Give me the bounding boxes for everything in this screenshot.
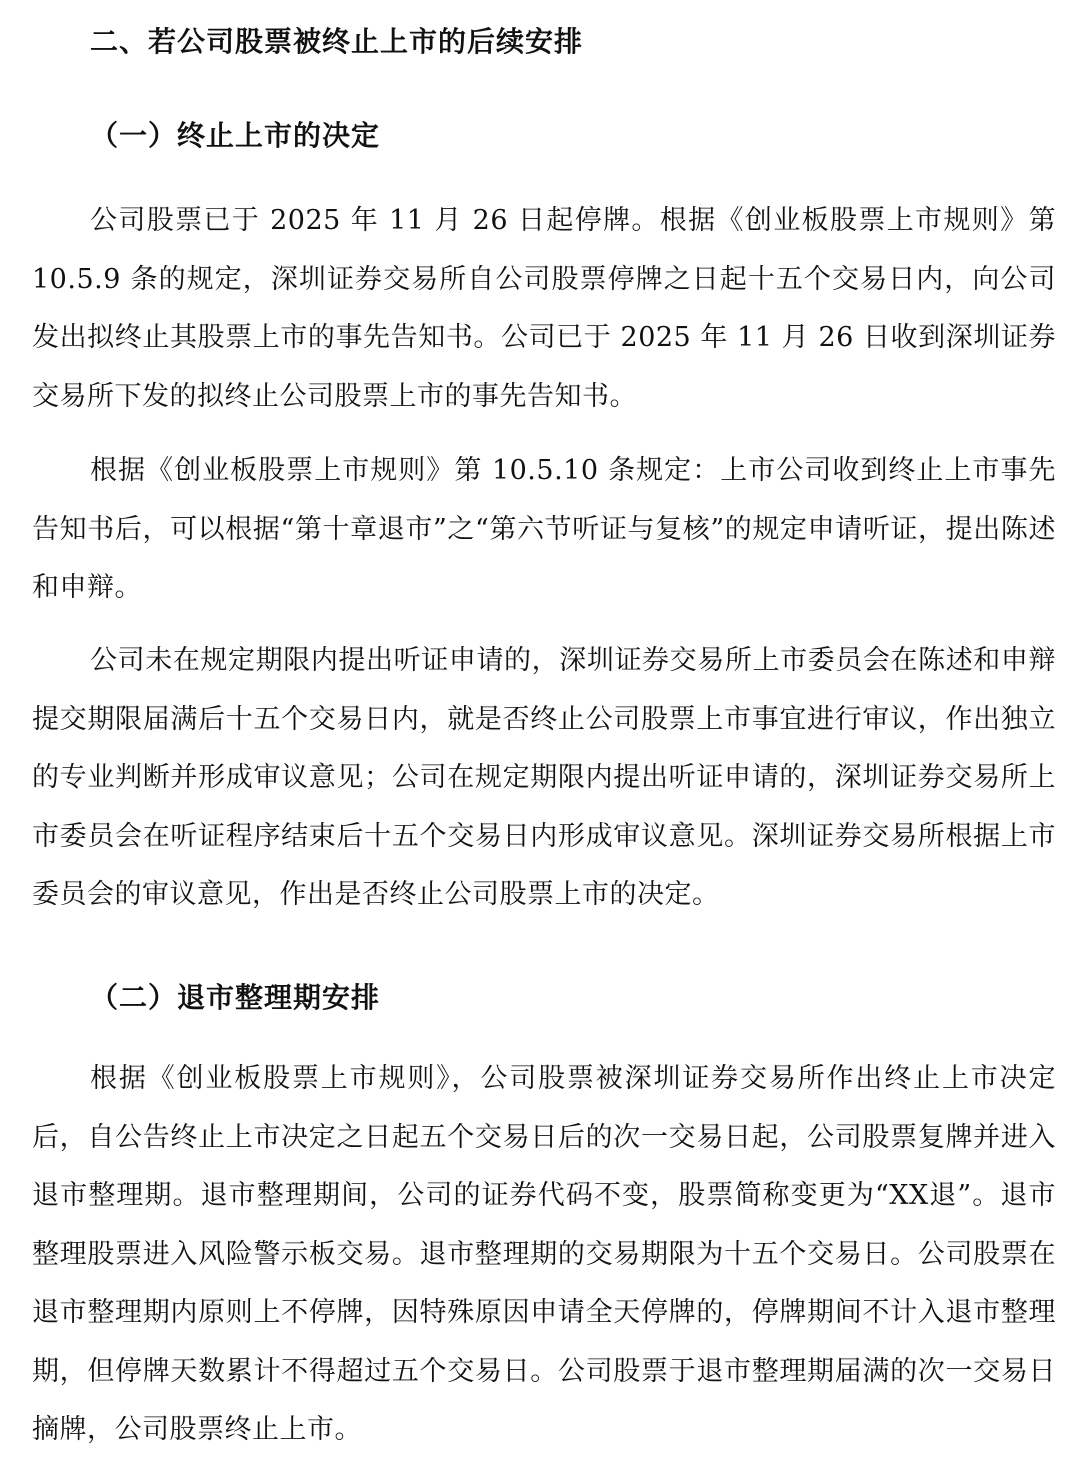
section-heading: 二、若公司股票被终止上市的后续安排: [90, 25, 584, 58]
paragraph-delisting-arrangement: 根据《创业板股票上市规则》，公司股票被深圳证券交易所作出终止上市决定后，自公告终止上市决定之日起五个交易日后的次一交易日起，公司股票复牌并进入退市整理期。退市整理期间，公司的证券代码不变，股票简称变更为“XX退”。退市整理股票进入风险警示板交易。退市整理期的交易期限为十五个交易日。公司股票在退市整理期内原则上不停牌，因特殊原因申请全天停牌的，停牌期间不计入退市整理期，但停牌天数累计不得超过五个交易日。公司股票于退市整理期届满的次一交易日摘牌，公司股票终止上市。: [32, 1063, 1056, 1445]
paragraph-review-process: 公司未在规定期限内提出听证申请的，深圳证券交易所上市委员会在陈述和申辩提交期限届满后十五个交易日内，就是否终止公司股票上市事宜进行审议，作出独立的专业判断并形成审议意见；公司在规定期限内提出听证申请的，深圳证券交易所上市委员会在听证程序结束后十五个交易日内形成审议意见。深圳证券交易所根据上市委员会的审议意见，作出是否终止公司股票上市的决定。: [32, 645, 1056, 910]
subsection-heading-termination-decision: （一）终止上市的决定: [90, 119, 381, 152]
paragraph-hearing-rights: 根据《创业板股票上市规则》第 10.5.10 条规定：上市公司收到终止上市事先告知书后，可以根据“第十章退市”之“第六节听证与复核”的规定申请听证，提出陈述和申辩。: [32, 455, 1056, 603]
paragraph-suspension-notice: 公司股票已于 2025 年 11 月 26 日起停牌。根据《创业板股票上市规则》第 10.5.9 条的规定，深圳证券交易所自公司股票停牌之日起十五个交易日内，向公司发出拟终止其股票上市的事先告知书。公司已于 2025 年 11 月 26 日收到深圳证券交易所下发的拟终止公司股票上市的事先告知书。: [32, 205, 1056, 412]
subsection-heading-delisting-period: （二）退市整理期安排: [90, 981, 381, 1014]
